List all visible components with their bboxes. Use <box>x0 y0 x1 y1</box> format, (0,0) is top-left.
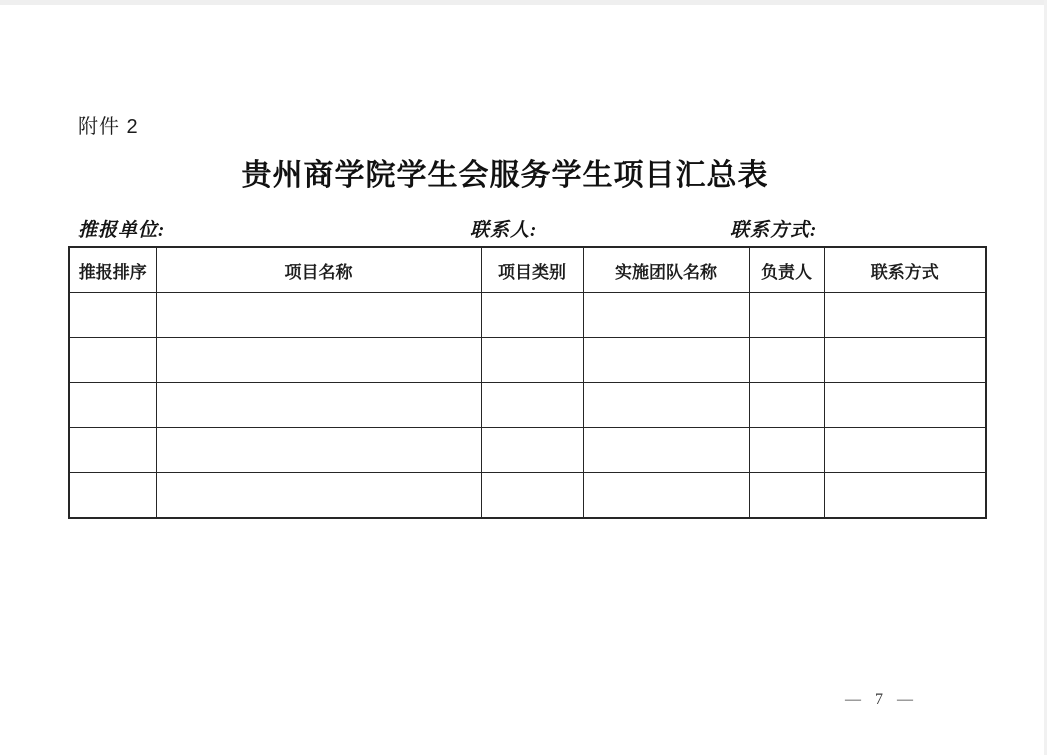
table-cell <box>749 293 824 338</box>
table-cell <box>156 383 481 428</box>
header-rank: 推报排序 <box>69 247 156 293</box>
project-summary-table <box>68 246 987 519</box>
contact-method-label: 联系方式: <box>730 220 818 241</box>
table-cell <box>156 428 481 473</box>
table-header-row <box>69 247 986 293</box>
header-contact-method: 联系方式 <box>824 247 986 293</box>
table-row <box>69 293 986 338</box>
table-cell <box>824 473 986 519</box>
table-row <box>69 383 986 428</box>
table-cell <box>824 428 986 473</box>
table-cell <box>481 428 583 473</box>
table-cell <box>583 473 749 519</box>
table-cell <box>481 383 583 428</box>
header-team-name: 实施团队名称 <box>583 247 749 293</box>
page-number: — 7 — <box>845 691 913 708</box>
page-title: 贵州商学院学生会服务学生项目汇总表 <box>241 159 769 192</box>
table-cell <box>749 473 824 519</box>
table-cell <box>69 338 156 383</box>
header-person-in-charge: 负责人 <box>749 247 824 293</box>
table-cell <box>69 383 156 428</box>
table-row <box>69 338 986 383</box>
table-cell <box>481 473 583 519</box>
contact-person-label: 联系人: <box>470 220 538 241</box>
table-cell <box>824 338 986 383</box>
table-row <box>69 473 986 519</box>
table-cell <box>583 293 749 338</box>
table-cell <box>481 338 583 383</box>
header-project-category: 项目类别 <box>481 247 583 293</box>
table-body <box>69 293 986 519</box>
table-cell <box>583 383 749 428</box>
table-cell <box>749 338 824 383</box>
table-cell <box>749 428 824 473</box>
table-cell <box>156 293 481 338</box>
header-project-name: 项目名称 <box>156 247 481 293</box>
table-cell <box>69 293 156 338</box>
attachment-label: 附件 2 <box>78 116 139 138</box>
table-cell <box>69 473 156 519</box>
table-cell <box>583 428 749 473</box>
table-cell <box>824 293 986 338</box>
table-row <box>69 428 986 473</box>
table-cell <box>824 383 986 428</box>
table-cell <box>583 338 749 383</box>
reporting-unit-label: 推报单位: <box>78 220 166 241</box>
scan-edge-top <box>0 0 1047 5</box>
table-cell <box>481 293 583 338</box>
table-cell <box>156 338 481 383</box>
table-cell <box>749 383 824 428</box>
table-cell <box>69 428 156 473</box>
table-cell <box>156 473 481 519</box>
